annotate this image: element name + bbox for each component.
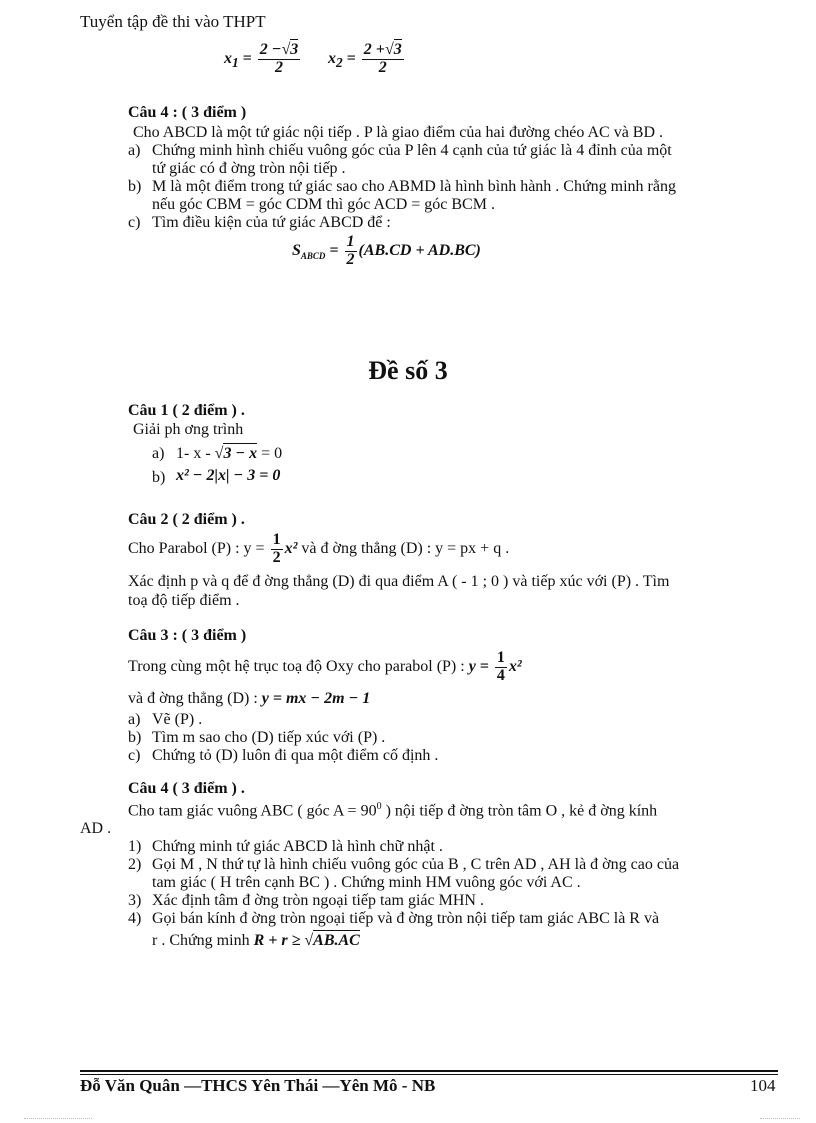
- q4-intro-sup: 0: [376, 801, 382, 812]
- q4-i1-text: Chứng minh tứ giác ABCD là hình chữ nhật .: [152, 838, 443, 855]
- q2-line1-a: Cho Parabol (P) : y =: [128, 539, 265, 557]
- q2-line2: Xác định p và q để đ ờng thẳng (D) đi qua điểm A ( - 1 ; 0 ) và tiếp xúc với (P) . Tìm: [128, 573, 670, 590]
- formula-sub: ABCD: [300, 251, 326, 262]
- q2-fraction: [271, 532, 283, 567]
- prev-q4-intro: Cho ABCD là một tứ giác nội tiếp . P là giao điểm của hai đường chéo AC và BD .: [133, 124, 664, 141]
- bottom-dots-left: [24, 1118, 92, 1120]
- q1-intro: Giải ph ơng trình: [133, 421, 244, 438]
- q3-eq-y: y =: [468, 657, 489, 675]
- q3-a-text: Vẽ (P) .: [152, 711, 203, 728]
- q4-i1-label: 1): [128, 838, 142, 855]
- q3-line2: [128, 690, 370, 708]
- q2-heading: Câu 2 ( 2 điểm ) .: [128, 511, 245, 528]
- prev-q4-b-label: b): [128, 178, 142, 195]
- q4-i4-line2-text: r . Chứng minh: [152, 932, 250, 949]
- q4-i4-radicand: AB.AC: [313, 932, 360, 949]
- q2-x2: x²: [284, 539, 298, 557]
- prev-q4-a-line1: Chứng minh hình chiếu vuông góc của P lên 4 cạnh của tứ giác là 4 đỉnh của một: [152, 142, 672, 159]
- q4-i2-line1: Gọi M , N thứ tự là hình chiếu vuông góc của B , C trên AD , AH là đ ờng cao của: [152, 856, 680, 873]
- formula-eq: =: [329, 241, 339, 259]
- area-formula: [292, 234, 481, 269]
- x2-den: 2: [378, 58, 387, 76]
- prev-q4-a-line2: tứ giác có đ ờng tròn nội tiếp .: [152, 160, 346, 177]
- q3-b-label: b): [128, 729, 142, 746]
- q3-c-text: Chứng tỏ (D) luôn đi qua một điểm cố định .: [152, 747, 439, 764]
- q3-line2-a: và đ ờng thẳng (D) :: [128, 690, 258, 707]
- q4-i3-label: 3): [128, 892, 142, 909]
- q1-a-radicand: 3 − x: [223, 445, 258, 462]
- x1-sub: 1: [232, 55, 239, 71]
- x1-num-a: 2 −: [259, 41, 282, 58]
- q3-line1: [128, 650, 522, 685]
- x2-label: x: [328, 49, 336, 67]
- q4-i2-line2: tam giác ( H trên cạnh BC ) . Chứng minh HM vuông góc với AC .: [152, 874, 581, 891]
- q4-i4-line2: r . Chứng minh R + r ≥ √AB.AC: [152, 932, 360, 949]
- formula-rest: (AB.CD + AD.BC): [358, 241, 481, 259]
- footer-rule-thick: [80, 1070, 778, 1072]
- q1-a-equation: 1- x - √3 − x = 0: [176, 445, 283, 462]
- q4-i4-eq: R + r ≥: [253, 932, 301, 949]
- x2-sub: 2: [336, 55, 343, 71]
- footer-rule-thin: [80, 1074, 778, 1075]
- q2-frac-den: 2: [272, 548, 281, 566]
- prev-q4-b-line2: nếu góc CBM = góc CDM thì góc ACD = góc BCM .: [152, 196, 495, 213]
- q2-line3: toạ độ tiếp điểm .: [128, 592, 240, 609]
- q1-b-label: b): [152, 469, 166, 486]
- q1-heading: Câu 1 ( 2 điểm ) .: [128, 402, 245, 419]
- q4-i4-line1: Gọi bán kính đ ờng tròn ngoại tiếp và đ ờng tròn nội tiếp tam giác ABC là R và: [152, 910, 660, 927]
- formula-den: 2: [346, 250, 355, 268]
- prev-q4-c-label: c): [128, 214, 141, 231]
- q3-b-text: Tìm m sao cho (D) tiếp xúc với (P) .: [152, 729, 386, 746]
- formula-fraction: [345, 234, 357, 269]
- q3-fraction: [495, 650, 507, 685]
- q1-a-label: a): [152, 445, 165, 462]
- q3-frac-den: 4: [496, 666, 505, 684]
- q4-i4-label: 4): [128, 910, 142, 927]
- x1-num-rad: 3: [290, 41, 299, 58]
- x1-label: x: [224, 49, 232, 67]
- q1-b-equation: x² − 2|x| − 3 = 0: [176, 467, 281, 484]
- page-number: 104: [750, 1076, 776, 1095]
- q4-intro-c: AD .: [80, 820, 112, 837]
- page-header: Tuyển tập đề thi vào THPT: [80, 12, 266, 31]
- prev-q4-c-line1: Tìm điều kiện của tứ giác ABCD để :: [152, 214, 391, 231]
- prev-q4-b-line1: M là một điểm trong tứ giác sao cho ABMD là hình bình hành . Chứng minh rằng: [152, 178, 676, 195]
- q3-a-label: a): [128, 711, 141, 728]
- footer-author: Đỗ Văn Quân —THCS Yên Thái —Yên Mô - NB: [80, 1076, 436, 1095]
- x1-fraction: $\frac{2 -√3}{2}$: [259, 41, 299, 76]
- formula-num: 1: [346, 233, 355, 250]
- q4-intro-b: ) nội tiếp đ ờng tròn tâm O , kẻ đ ờng kính: [381, 802, 658, 820]
- q3-line1-text: Trong cùng một hệ trục toạ độ Oxy cho parabol (P) :: [128, 657, 465, 675]
- q3-eq-x: x²: [508, 657, 522, 675]
- q4-intro-a: Cho tam giác vuông ABC ( góc A = 90: [128, 802, 377, 820]
- formula-s: S: [292, 241, 301, 259]
- prev-q4-heading: Câu 4 : ( 3 điểm ): [128, 104, 247, 121]
- q3-frac-num: 1: [496, 649, 505, 666]
- x2-fraction: $\frac{2 +√3}{2}$: [363, 41, 402, 76]
- q1-a-text: 1- x -: [176, 445, 211, 462]
- q3-heading: Câu 3 : ( 3 điểm ): [128, 627, 247, 644]
- q2-line1-b: và đ ờng thẳng (D) : y = px + q .: [301, 539, 510, 557]
- q4-i2-label: 2): [128, 856, 142, 873]
- root-x2-formula: $x_2$ = $\frac{2 +√3}{2}$: [328, 41, 402, 76]
- q4-intro: [128, 801, 657, 820]
- q3-line2-eq: y = mx − 2m − 1: [261, 690, 371, 707]
- bottom-dots-right: [760, 1118, 800, 1120]
- q2-frac-num: 1: [272, 531, 281, 548]
- root-x1-formula: $x_1$ = $\frac{2 -√3}{2}$: [224, 41, 299, 76]
- x2-num-a: 2 +: [363, 41, 385, 58]
- x2-num-rad: 3: [393, 41, 402, 58]
- q1-a-end: = 0: [261, 445, 283, 462]
- q4-heading: Câu 4 ( 3 điểm ) .: [128, 780, 245, 797]
- q4-i3-text: Xác định tâm đ ờng tròn ngoại tiếp tam giác MHN .: [152, 892, 484, 909]
- q3-c-label: c): [128, 747, 141, 764]
- q2-line1: [128, 532, 509, 567]
- page-title: Đề số 3: [368, 356, 448, 385]
- x1-den: 2: [275, 58, 284, 76]
- prev-q4-a-label: a): [128, 142, 141, 159]
